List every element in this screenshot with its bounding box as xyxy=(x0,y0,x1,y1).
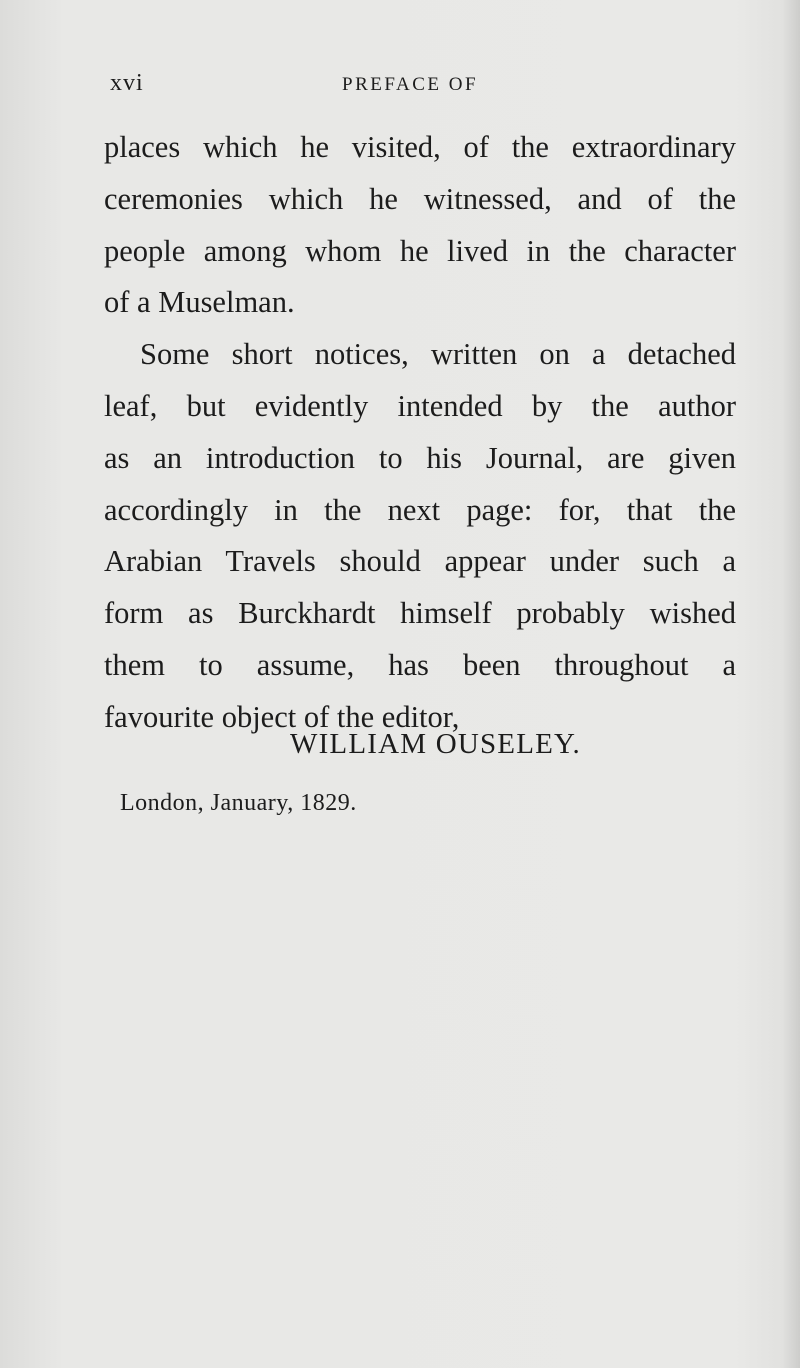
dateline: London, January, 1829. xyxy=(120,790,357,816)
text-line: ceremonies which he witnessed, and of the xyxy=(104,181,736,216)
text-line: Arabian Travels should appear under such a xyxy=(104,544,736,579)
text-line: favourite object of the editor, xyxy=(104,699,460,734)
text-line: Some short notices, written on a detached xyxy=(140,337,736,372)
page-header xyxy=(110,70,730,106)
page-number: xvi xyxy=(110,70,144,96)
text-line: of a Muselman. xyxy=(104,285,295,320)
text-line: people among whom he lived in the character xyxy=(104,233,736,268)
text-line: form as Burckhardt himself probably wished xyxy=(104,596,736,631)
text-line: accordingly in the next page: for, that the xyxy=(104,492,736,527)
text-line: them to assume, has been throughout a xyxy=(104,647,736,682)
text-line: leaf, but evidently intended by the author xyxy=(104,388,736,423)
text-line: as an introduction to his Journal, are given xyxy=(104,440,736,475)
text-line: places which he visited, of the extraordinary xyxy=(104,130,736,164)
running-head: PREFACE OF xyxy=(342,74,479,95)
preface-body xyxy=(104,122,736,744)
signature: WILLIAM OUSELEY. xyxy=(290,728,581,760)
page-edge-shadow xyxy=(782,0,800,1368)
